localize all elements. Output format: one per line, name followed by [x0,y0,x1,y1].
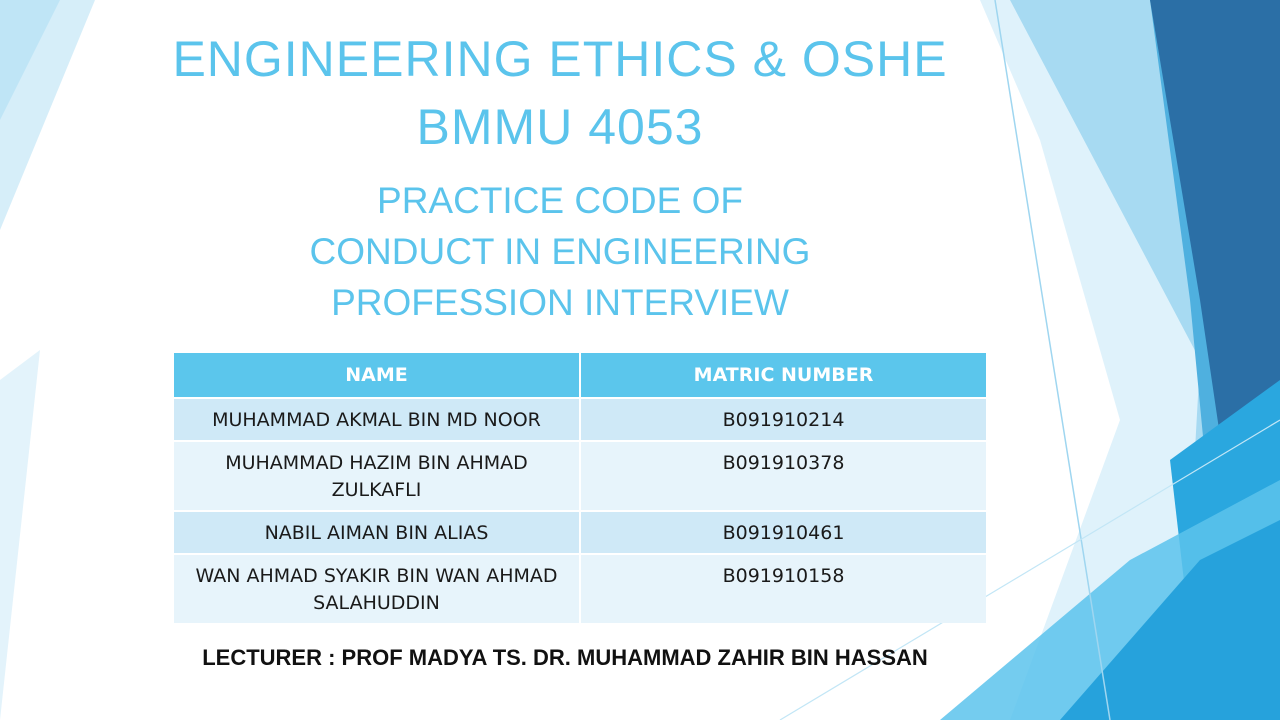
lecturer-line: LECTURER : PROF MADYA TS. DR. MUHAMMAD ZAHIR BIN HASSAN [202,645,928,670]
table-row [174,398,986,441]
member-matric: B091910214 [580,398,986,441]
subtitle-line2: CONDUCT IN ENGINEERING [309,231,811,272]
slide-subtitle [160,175,960,328]
member-matric: B091910378 [580,441,986,511]
member-matric: B091910461 [580,511,986,554]
member-name: MUHAMMAD AKMAL BIN MD NOOR [174,398,580,441]
member-name: NABIL AIMAN BIN ALIAS [174,511,580,554]
header-matric-number: MATRIC NUMBER [580,353,986,398]
table-header-row [174,353,986,398]
header-name: NAME [174,353,580,398]
slide-title-line2: BMMU 4053 [416,99,704,155]
subtitle-line1: PRACTICE CODE OF [377,180,743,221]
member-name: MUHAMMAD HAZIM BIN AHMAD ZULKAFLI [174,441,580,511]
table-row [174,441,986,511]
subtitle-line3: PROFESSION INTERVIEW [331,282,789,323]
table-row [174,511,986,554]
slide-title-line1: ENGINEERING ETHICS & OSHE [172,31,948,87]
table-row [174,554,986,623]
members-table [174,353,986,623]
member-matric: B091910158 [580,554,986,623]
member-name: WAN AHMAD SYAKIR BIN WAN AHMAD SALAHUDDIN [174,554,580,623]
